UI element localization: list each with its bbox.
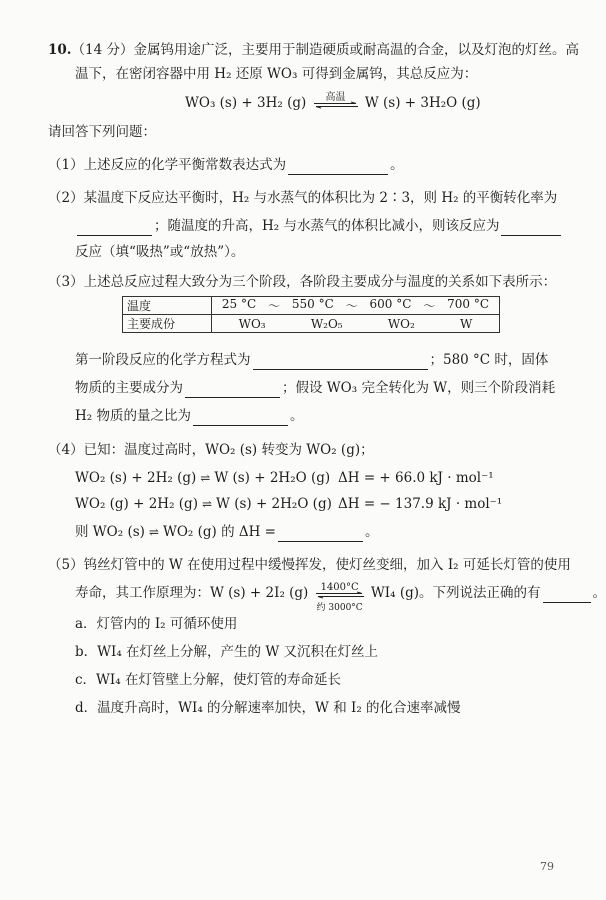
part-3-line-2	[75, 378, 555, 398]
temperature-header: 温度	[123, 297, 212, 315]
table-row	[123, 315, 500, 333]
temperature-cell: ～	[268, 299, 281, 313]
temperature-cells	[212, 297, 500, 315]
reaction-arrow	[314, 91, 358, 113]
part-2-answer-blank-2[interactable]	[501, 220, 561, 236]
part-3-answer-blank-3[interactable]	[193, 410, 288, 426]
part-3-text-1: 第一阶段反应的化学方程式为	[75, 352, 251, 368]
temperature-cell: 600 °C	[369, 297, 412, 311]
part-1-end: 。	[390, 157, 404, 173]
composition-header: 主要成份	[123, 315, 212, 333]
part-2-label: （2）	[48, 190, 84, 206]
question-intro-1: 金属钨用途广泛，主要用于制造硬质或耐高温的合金，以及灯泡的灯丝。高	[133, 42, 579, 58]
part-4-intro	[48, 440, 374, 460]
option-d: d．温度升高时，WI₄ 的分解速率加快，W 和 I₂ 的化合速率减慢	[75, 700, 461, 716]
equilibrium-icon: ⇌	[148, 525, 159, 539]
part-1	[48, 155, 404, 175]
part-4-ask-mid: WO₂ (g) 的 ΔH =	[162, 524, 276, 540]
part-2-line-2	[75, 216, 563, 236]
part-5-answer-blank[interactable]	[543, 587, 591, 603]
part-1-answer-blank[interactable]	[288, 159, 388, 175]
equilibrium-icon: ⇌	[200, 471, 211, 485]
lamp-arrow-bottom-condition: 约 3000°C	[316, 602, 363, 613]
part-2-text-2: ；随温度的升高，H₂ 与水蒸气的体积比减小，则该反应为	[154, 218, 500, 234]
part-4-intro-text: 已知：温度过高时，WO₂ (s) 转变为 WO₂ (g)；	[83, 442, 374, 458]
question-number: 10.	[48, 42, 72, 58]
question-points: （14 分）	[71, 42, 134, 58]
part-4-ask-start: 则 WO₂ (s)	[75, 524, 145, 540]
equilibrium-arrow-icon	[314, 102, 358, 108]
part-3-label: （3）	[48, 274, 84, 290]
reaction-condition: 高温	[325, 91, 346, 103]
temperature-values	[216, 297, 495, 314]
part-5-line-2	[75, 581, 606, 613]
total-reaction	[185, 93, 481, 113]
equation-1-enthalpy: ΔH = + 66.0 kJ · mol⁻¹	[338, 470, 494, 486]
question-line-2: 温下，在密闭容器中用 H₂ 还原 WO₃ 可得到金属钨，其总反应为：	[75, 66, 478, 82]
option-b: b．WI₄ 在灯丝上分解，产生的 W 又沉积在灯丝上	[75, 644, 379, 660]
equilibrium-icon: ⇌	[201, 497, 213, 511]
part-5-reaction-right: WI₄ (g)。下列说法正确的有	[370, 585, 541, 601]
composition-cells	[212, 315, 500, 333]
part-5-text-1: 钨丝灯管中的 W 在使用过程中缓慢挥发，使灯丝变细，加入 I₂ 可延长灯管的使用	[83, 557, 571, 573]
stage-table	[122, 296, 500, 333]
option-a: a．灯管内的 I₂ 可循环使用	[75, 616, 238, 632]
part-3-line-1	[75, 350, 548, 370]
composition-cell: W	[460, 316, 473, 331]
part-4-answer-blank[interactable]	[278, 526, 363, 542]
part-5-label: （5）	[48, 557, 84, 573]
part-4-equation-2	[75, 494, 332, 514]
part-1-label: （1）	[48, 157, 84, 173]
composition-cell: W₂O₅	[310, 316, 343, 331]
lamp-arrow-top-condition: 1400°C	[320, 581, 359, 593]
question-line-1	[48, 40, 579, 60]
temperature-cell: 700 °C	[447, 297, 490, 311]
temperature-cell: ～	[423, 299, 436, 313]
part-3-text-3-end: 。	[289, 408, 304, 424]
part-5-reaction-left: 寿命，其工作原理为：W (s) + 2I₂ (g)	[75, 585, 309, 601]
equation-2-enthalpy: ΔH = − 137.9 kJ · mol⁻¹	[338, 496, 503, 512]
part-3-intro-text: 上述总反应过程大致分为三个阶段，各阶段主要成分与温度的关系如下表所示：	[83, 274, 557, 290]
part-3-text-1-end: ；580 °C 时，固体	[429, 352, 549, 368]
part-2-text-1: 某温度下反应达平衡时，H₂ 与水蒸气的体积比为 2∶3，则 H₂ 的平衡转化率为	[83, 190, 558, 206]
temperature-cell: 550 °C	[291, 297, 334, 311]
part-5-line-1	[48, 555, 571, 575]
part-3-text-2: 物质的主要成分为	[75, 380, 183, 396]
part-2-line-1	[48, 188, 557, 208]
part-2-line-3: 反应（填“吸热”或“放热”）。	[75, 244, 245, 260]
total-reaction-left: WO₃ (s) + 3H₂ (g)	[185, 95, 307, 111]
part-3-text-3: H₂ 物质的量之比为	[75, 408, 191, 424]
part-3-answer-blank-2[interactable]	[185, 382, 280, 398]
part-3-text-2-end: ；假设 WO₃ 完全转化为 W，则三个阶段消耗	[282, 380, 556, 396]
question-prompt: 请回答下列问题：	[48, 124, 156, 140]
composition-cell: WO₃	[238, 316, 266, 331]
part-1-text: 上述反应的化学平衡常数表达式为	[83, 157, 287, 173]
equation-2-left: WO₂ (g) + 2H₂ (g)	[75, 496, 198, 512]
table-row	[123, 297, 500, 315]
part-4-question	[75, 522, 379, 542]
part-4-ask-end: 。	[365, 524, 379, 540]
part-3-line-3	[75, 406, 303, 426]
part-2-answer-blank-1[interactable]	[77, 220, 152, 236]
total-reaction-right: W (s) + 3H₂O (g)	[364, 95, 481, 111]
page-number: 79	[540, 860, 554, 873]
part-4-equation-1	[75, 468, 330, 488]
composition-values	[216, 317, 495, 331]
part-3-answer-blank-1[interactable]	[253, 354, 428, 370]
equation-2-right: W (s) + 2H₂O (g)	[216, 496, 332, 512]
part-3-intro	[48, 272, 556, 292]
option-c: c．WI₄ 在灯管壁上分解，使灯管的寿命延长	[75, 672, 341, 688]
composition-cell: WO₂	[387, 316, 415, 331]
lamp-reaction-arrow	[316, 581, 364, 613]
equation-1-right: W (s) + 2H₂O (g)	[214, 470, 331, 486]
part-4-label: （4）	[48, 442, 84, 458]
temperature-cell: 25 °C	[221, 297, 257, 311]
temperature-cell: ～	[345, 299, 358, 313]
part-5-tail: 。	[592, 585, 606, 601]
equation-1-left: WO₂ (s) + 2H₂ (g)	[75, 470, 197, 486]
